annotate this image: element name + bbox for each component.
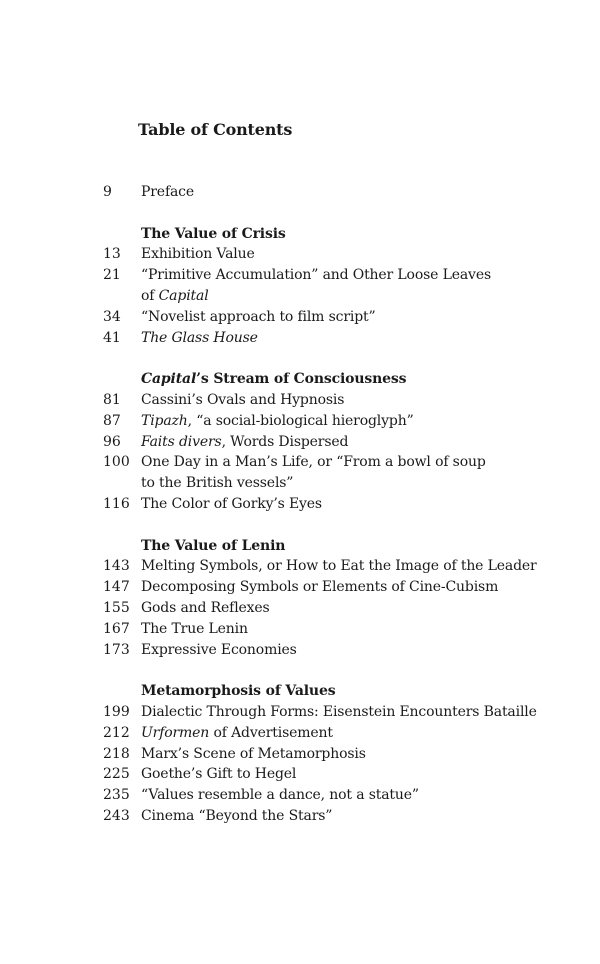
toc-entry bbox=[0, 744, 600, 765]
entry-title: Dialectic Through Forms: Eisenstein Encounters Bataille bbox=[141, 703, 537, 720]
entry-title-cont: of bbox=[141, 287, 159, 304]
toc-entry-continuation bbox=[0, 473, 600, 494]
toc-entry bbox=[0, 411, 600, 432]
toc-entry bbox=[0, 619, 600, 640]
page-number: 225 bbox=[103, 766, 130, 783]
page-number: 96 bbox=[103, 433, 121, 450]
entry-title: “Primitive Accumulation” and Other Loose Leaves bbox=[141, 267, 491, 284]
entry-title: One Day in a Man’s Life, or “From a bowl of soup bbox=[141, 454, 486, 471]
page-number: 116 bbox=[103, 495, 130, 512]
toc-entry bbox=[0, 452, 600, 473]
entry-title: “Values resemble a dance, not a statue” bbox=[141, 787, 419, 804]
page-number: 167 bbox=[103, 620, 130, 637]
toc-entry-preface bbox=[0, 182, 600, 203]
page-number: 218 bbox=[103, 745, 130, 762]
entry-title: Cassini’s Ovals and Hypnosis bbox=[141, 391, 345, 408]
page-number: 173 bbox=[103, 641, 130, 658]
entry-title-italic: Tipazh bbox=[141, 412, 188, 429]
entry-title: of Advertisement bbox=[209, 724, 333, 741]
entry-title: Preface bbox=[141, 184, 195, 200]
table-of-contents bbox=[0, 182, 600, 827]
page-number: 81 bbox=[103, 391, 121, 408]
toc-entry bbox=[0, 723, 600, 744]
entry-title: Melting Symbols, or How to Eat the Image of the Leader bbox=[141, 558, 537, 575]
toc-entry bbox=[0, 244, 600, 265]
entry-title: Gods and Reflexes bbox=[141, 599, 270, 616]
entry-title: Exhibition Value bbox=[141, 246, 255, 263]
toc-entry bbox=[0, 640, 600, 661]
entry-title: The Color of Gorky’s Eyes bbox=[141, 495, 322, 512]
section-heading-value-of-lenin: The Value of Lenin bbox=[141, 537, 286, 554]
page-number: 143 bbox=[103, 558, 130, 575]
page-number: 13 bbox=[103, 246, 121, 263]
toc-entry bbox=[0, 328, 600, 349]
section-heading-metamorphosis: Metamorphosis of Values bbox=[141, 683, 336, 700]
page-number: 212 bbox=[103, 724, 130, 741]
entry-title: The True Lenin bbox=[141, 620, 248, 637]
toc-entry-continuation bbox=[0, 286, 600, 307]
page-number: 235 bbox=[103, 787, 130, 804]
page-number: 9 bbox=[103, 184, 112, 200]
toc-entry bbox=[0, 556, 600, 577]
toc-entry bbox=[0, 307, 600, 328]
entry-title: Decomposing Symbols or Elements of Cine-Cubism bbox=[141, 579, 499, 596]
toc-entry bbox=[0, 806, 600, 827]
entry-title-italic: Urformen bbox=[141, 724, 210, 741]
toc-entry bbox=[0, 265, 600, 286]
page-title: Table of Contents bbox=[138, 120, 293, 139]
toc-entry bbox=[0, 432, 600, 453]
page-number: 243 bbox=[103, 807, 130, 824]
section-heading-capitals-stream: Capital’s Stream of Consciousness bbox=[141, 371, 407, 388]
page-number: 21 bbox=[103, 267, 121, 284]
page-number: 199 bbox=[103, 703, 130, 720]
entry-title: Cinema “Beyond the Stars” bbox=[141, 807, 333, 824]
entry-title-cont: to the British vessels” bbox=[141, 475, 294, 492]
page-number: 147 bbox=[103, 579, 130, 596]
entry-title: , Words Dispersed bbox=[221, 433, 349, 450]
toc-entry bbox=[0, 702, 600, 723]
page-number: 100 bbox=[103, 454, 130, 471]
entry-title: , “a social-biological hieroglyph” bbox=[187, 412, 414, 429]
entry-title: The Glass House bbox=[141, 329, 258, 346]
entry-title: Marx’s Scene of Metamorphosis bbox=[141, 745, 366, 762]
entry-title: Goethe’s Gift to Hegel bbox=[141, 766, 297, 783]
toc-entry bbox=[0, 494, 600, 515]
entry-title: “Novelist approach to film script” bbox=[141, 308, 376, 325]
entry-title-italic: Capital bbox=[158, 287, 209, 304]
page-number: 155 bbox=[103, 599, 130, 616]
toc-entry bbox=[0, 577, 600, 598]
toc-entry bbox=[0, 764, 600, 785]
page-number: 41 bbox=[103, 329, 121, 346]
section-heading-value-of-crisis: The Value of Crisis bbox=[141, 225, 286, 242]
entry-title: Expressive Economies bbox=[141, 641, 297, 658]
page-number: 34 bbox=[103, 308, 121, 325]
page-number: 87 bbox=[103, 412, 121, 429]
entry-title-italic: Faits divers bbox=[141, 433, 222, 450]
toc-entry bbox=[0, 390, 600, 411]
toc-entry bbox=[0, 785, 600, 806]
toc-entry bbox=[0, 598, 600, 619]
